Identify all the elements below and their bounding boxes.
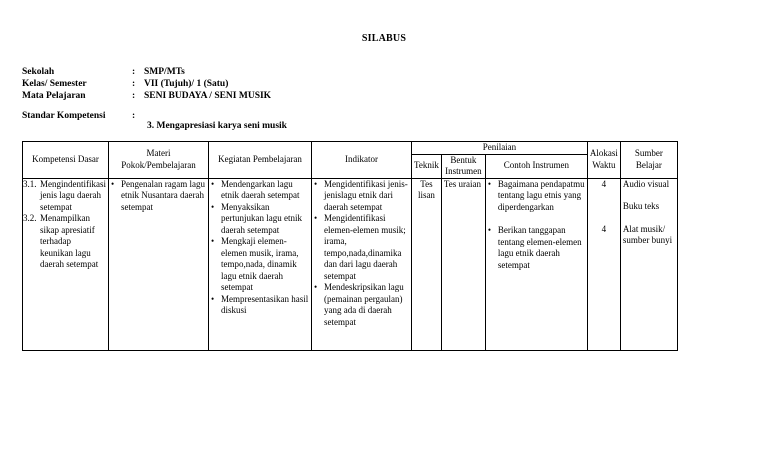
kegiatan-text: Menyaksikan pertunjukan lagu etnik daerah setempat: [221, 201, 302, 235]
header-kd: Kompetensi Dasar: [23, 142, 109, 179]
spacer: [488, 213, 585, 225]
bullet-icon: •: [211, 293, 215, 304]
kd-text: Menampilkan sikap apresiatif terhadap keunikan lagu daerah setempat: [40, 213, 99, 269]
alokasi-value: 4: [601, 178, 607, 189]
sumber-item: Alat musik/ sumber bunyi: [622, 223, 673, 245]
teknik-cell: Tes lisan: [412, 178, 442, 350]
bullet-icon: •: [111, 178, 115, 189]
separator: :: [132, 67, 136, 77]
kd-list: [23, 179, 106, 271]
spacer: [623, 190, 675, 201]
meta-row-kelas: [22, 78, 271, 90]
kd-cell: [23, 178, 109, 350]
bentuk-cell: Tes uraian: [441, 178, 485, 350]
bullet-icon: •: [314, 178, 318, 189]
bullet-icon: •: [487, 225, 492, 235]
indikator-text: Mengidentifikasi jenis-jenislagu etnik dari daerah setempat: [324, 178, 408, 212]
kd-number: 3.1.: [23, 178, 37, 189]
kegiatan-text: Mengkaji elemen-elemen musik, irama, tempo,nada, dinamik lagu etnik daerah setempat: [221, 236, 299, 292]
header-bentuk: Bentuk Instrumen: [441, 154, 485, 178]
header-indikator: Indikator: [312, 142, 412, 179]
kelas-label: Kelas/ Semester: [22, 79, 87, 89]
meta-row-sekolah: [22, 66, 271, 78]
sumber-item: Audio visual: [622, 178, 670, 189]
list-item: [314, 179, 409, 214]
bullet-icon: •: [487, 178, 492, 189]
indikator-cell: [312, 178, 412, 350]
kegiatan-text: Mendengarkan lagu etnik daerah setempat: [221, 178, 300, 200]
materi-list: [111, 179, 206, 214]
contoh-text: Bagaimana pendapatmu tentang lagu etnis yang diperdengarkan: [497, 178, 585, 212]
kd-item: [23, 213, 106, 271]
meta-block: [22, 66, 271, 122]
contoh-list: [488, 179, 585, 272]
kd-text: Mengindentifikasi jenis lagu daerah setempat: [40, 178, 106, 212]
mapel-value: SENI BUDAYA / SENI MUSIK: [144, 91, 272, 101]
header-kegiatan: Kegiatan Pembelajaran: [209, 142, 312, 179]
header-teknik: Teknik: [412, 154, 442, 178]
list-item: [211, 179, 309, 202]
bullet-icon: •: [211, 236, 215, 246]
sumber-cell: [620, 178, 677, 350]
list-item: [488, 179, 585, 214]
list-item: [488, 225, 585, 271]
kegiatan-text: Mempresentasikan hasil diskusi: [221, 293, 309, 315]
header-alokasi: Alokasi Waktu: [587, 142, 620, 179]
separator: :: [132, 91, 136, 101]
header-sumber: Sumber Belajar: [620, 142, 677, 179]
list-item: [111, 179, 206, 214]
list-item: [211, 202, 309, 237]
sk-value: 3. Mengapresiasi karya seni musik: [147, 121, 287, 131]
header-contoh: Contoh Instrumen: [485, 154, 587, 178]
document-title: SILABUS: [361, 33, 407, 44]
indikator-list: [314, 179, 409, 329]
contoh-text: Berikan tanggapan tentang elemen-elemen lagu etnik daerah setempat: [497, 225, 582, 270]
indikator-text: Mendeskripsikan lagu (pemainan pergaulan) yang ada di daerah setempat: [324, 282, 404, 327]
bullet-icon: •: [314, 282, 318, 292]
alokasi-cell: [587, 178, 620, 350]
header-row: [23, 142, 678, 155]
list-item: [211, 294, 309, 317]
sumber-item: Buku teks: [622, 201, 660, 211]
alokasi-value: 4: [601, 224, 607, 234]
silabus-table: [22, 141, 678, 351]
spacer: [590, 190, 618, 224]
kegiatan-list: [211, 179, 309, 317]
sk-label: Standar Kompetensi: [22, 111, 106, 121]
meta-row-mapel: [22, 90, 271, 102]
kd-number: 3.2.: [23, 213, 37, 223]
spacer: [623, 213, 675, 224]
bullet-icon: •: [211, 201, 215, 212]
bullet-icon: •: [314, 213, 318, 223]
table-row: [23, 178, 678, 350]
bullet-icon: •: [211, 178, 215, 189]
materi-text: Pengenalan ragam lagu etnik Nusantara daerah setempat: [121, 178, 205, 212]
kd-item: [23, 179, 106, 214]
separator: :: [132, 79, 136, 89]
contoh-cell: [485, 178, 587, 350]
header-materi: Materi Pokok/Pembelajaran: [109, 142, 209, 179]
mapel-label: Mata Pelajaran: [22, 91, 86, 101]
list-item: [314, 213, 409, 282]
list-item: [211, 236, 309, 294]
header-penilaian: Penilaian: [412, 142, 588, 155]
list-item: [314, 282, 409, 328]
kegiatan-cell: [209, 178, 312, 350]
materi-cell: [109, 178, 209, 350]
indikator-text: Mengidentifikasi elemen-elemen musik; irama, tempo,nada,dinamika dan dari lagu daerah setempat: [324, 213, 406, 281]
sekolah-label: Sekolah: [22, 67, 55, 77]
separator: :: [132, 111, 136, 121]
kelas-value: VII (Tujuh)/ 1 (Satu): [144, 79, 229, 89]
sekolah-value: SMP/MTs: [144, 67, 185, 77]
